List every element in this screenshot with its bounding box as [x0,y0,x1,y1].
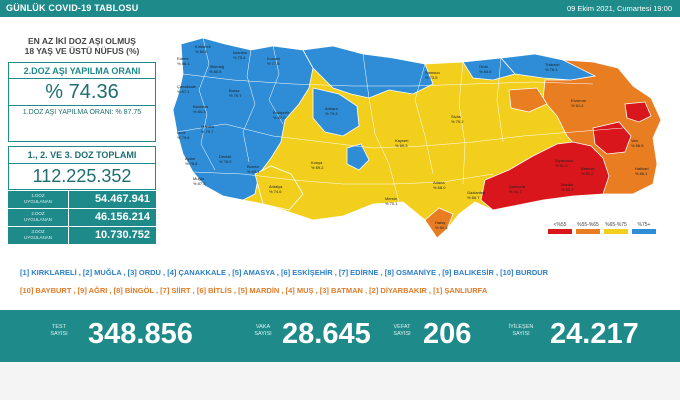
province-label: Aydın [185,156,196,161]
svg-text:% 56.5: % 56.5 [631,143,644,148]
province-label: Batman [581,166,595,171]
province-label: Hakkari [635,166,649,171]
svg-text:% 69.2: % 69.2 [311,165,324,170]
svg-text:% 84.3: % 84.3 [193,109,206,114]
svg-text:% 60.3: % 60.3 [435,225,448,230]
recovered-count: 24.217 [550,318,639,350]
svg-text:% 84.6: % 84.6 [479,69,492,74]
province-label: Ankara [325,106,338,111]
svg-text:% 66.7: % 66.7 [467,195,480,200]
date-label: 09 Ekim 2021, Cumartesi 19:00 [566,4,672,13]
bottom-ranking-line: [10] BAYBURT , [9] AĞRI , [8] BİNGÖL , [7] SİİRT , [6] BİTLİS , [5] MARDİN , [4] MUŞ , [3] BATMAN , [2] DİYARBAKIR , [1] ŞANLIURFA [20,286,488,295]
province-label: Tekirdağ [209,64,225,69]
province-label: Adana [433,180,445,185]
province-label: Şanlıurfa [509,184,526,189]
test-count: 348.856 [88,318,193,350]
province-label: Erzurum [571,98,587,103]
province-label: Burdur [247,164,260,169]
province-label: Hatay [435,220,446,225]
map-legend [548,222,656,234]
province-label: İzmir [177,130,186,135]
page-title: GÜNLÜK COVID-19 TABLOSU [6,3,139,13]
province-label: Diyarbakır [555,158,574,163]
province-label: Trabzon [545,62,560,67]
svg-text:% 75.2: % 75.2 [451,119,464,124]
svg-text:% 52.2: % 52.2 [581,171,594,176]
dose1-value: 54.467.941 [69,191,156,208]
svg-text:% 79.7: % 79.7 [229,93,242,98]
province-label: Kırklareli [195,44,211,49]
svg-text:% 61.4: % 61.4 [571,103,584,108]
svg-text:% 79.6: % 79.6 [177,135,190,140]
death-stat: VEFAT SAYISI 206 [393,318,472,350]
svg-text:% 76.1: % 76.1 [545,67,558,72]
daily-stats-bar [0,310,680,362]
province-label: Samsun [425,70,440,75]
province-label: Ordu [479,64,488,69]
legend-item: %65-%75 [604,222,628,234]
province-label: Denizli [219,154,232,159]
dose2-rate-box [8,62,156,142]
svg-text:% 68.0: % 68.0 [433,185,446,190]
province-label: İstanbul [233,50,248,55]
svg-text:% 87.0: % 87.0 [273,115,286,120]
vaccination-panel [8,36,156,245]
total-doses-label: 1., 2. VE 3. DOZ TOPLAMI [9,147,155,164]
svg-text:% 87.3: % 87.3 [193,181,206,186]
svg-text:% 83.4: % 83.4 [247,169,260,174]
footer-area [0,362,680,400]
province-label: Mersin [385,196,398,201]
legend-item: %75+ [632,222,656,234]
svg-text:% 87.1: % 87.1 [177,89,190,94]
province-label: Bursa [229,88,240,93]
province-label: Edirne [177,56,189,61]
total-doses-box [8,146,156,190]
svg-text:% 84.9: % 84.9 [195,49,208,54]
svg-text:% 86.1: % 86.1 [177,61,190,66]
death-count: 206 [423,318,472,350]
dose-row: 2.DOZ UYGULANAN 46.156.214 [8,209,156,226]
legend-item: %55-%65 [576,222,600,234]
recovered-stat: İYİLEŞEN SAYISI 24.217 [508,318,639,350]
header-bar [0,0,680,17]
svg-text:% 69.3: % 69.3 [395,143,408,148]
province-label: Manisa [201,124,214,129]
province-label: Çanakkale [177,84,196,89]
svg-text:% 80.5: % 80.5 [209,69,222,74]
dose1-rate-text: 1.DOZ AŞI YAPILMA ORANI: % 87.75 [22,109,142,116]
province-label: Van [631,138,638,143]
svg-text:% 79.3: % 79.3 [325,111,338,116]
svg-text:% 70.1: % 70.1 [385,201,398,206]
svg-text:% 77.8: % 77.8 [267,61,280,66]
svg-text:% 51.0: % 51.0 [555,163,568,168]
dose-table [8,191,156,244]
test-stat: TEST SAYISI 348.856 [50,318,193,350]
province-label: Eskişehir [273,110,290,115]
svg-text:% 66.1: % 66.1 [635,171,648,176]
svg-text:% 78.8: % 78.8 [185,161,198,166]
top-ranking-line: [1] KIRKLARELİ , [2] MUĞLA , [3] ORDU , [4] ÇANAKKALE , [5] AMASYA , [6] ESKİŞEHİR , [7] EDİRNE , [8] OSMANİYE , [9] BALIKESİR , [10] BURDUR [20,268,549,277]
dose2-rate-label: 2.DOZ AŞI YAPILMA ORANI [9,63,155,79]
svg-text:% 44.7: % 44.7 [509,189,522,194]
province-label: Antalya [269,184,283,189]
province-label: Kayseri [395,138,409,143]
svg-text:% 75.4: % 75.4 [233,55,246,60]
dose-row: 3.DOZ UYGULANAN 10.730.752 [8,227,156,244]
dose2-rate-value: % 74.36 [9,79,155,106]
case-count: 28.645 [282,318,371,350]
svg-text:% 73.5: % 73.5 [425,75,438,80]
dose-row: 1.DOZ UYGULANAN 54.467.941 [8,191,156,208]
svg-text:% 78.9: % 78.9 [219,159,232,164]
total-doses-value: 112.225.352 [32,166,132,186]
dose3-value: 10.730.752 [69,227,156,244]
case-stat: VAKA SAYISI 28.645 [254,318,371,350]
province-label: Muğla [193,176,204,181]
province-label: Konya [311,160,323,165]
svg-text:% 52.7: % 52.7 [561,187,574,192]
legend-item: <%55 [548,222,572,234]
province-label: Balıkesir [193,104,209,109]
svg-text:% 74.6: % 74.6 [269,189,282,194]
svg-text:% 79.7: % 79.7 [201,129,214,134]
province-label: Mardin [561,182,574,187]
province-label: Kocaeli [267,56,281,61]
dose2-value: 46.156.214 [69,209,156,226]
province-label: Sivas [451,114,461,119]
vaccination-heading: EN AZ İKİ DOZ AŞI OLMUŞ 18 YAŞ VE ÜSTÜ NÜFUS (%) [24,36,140,56]
province-label: Gaziantep [467,190,486,195]
